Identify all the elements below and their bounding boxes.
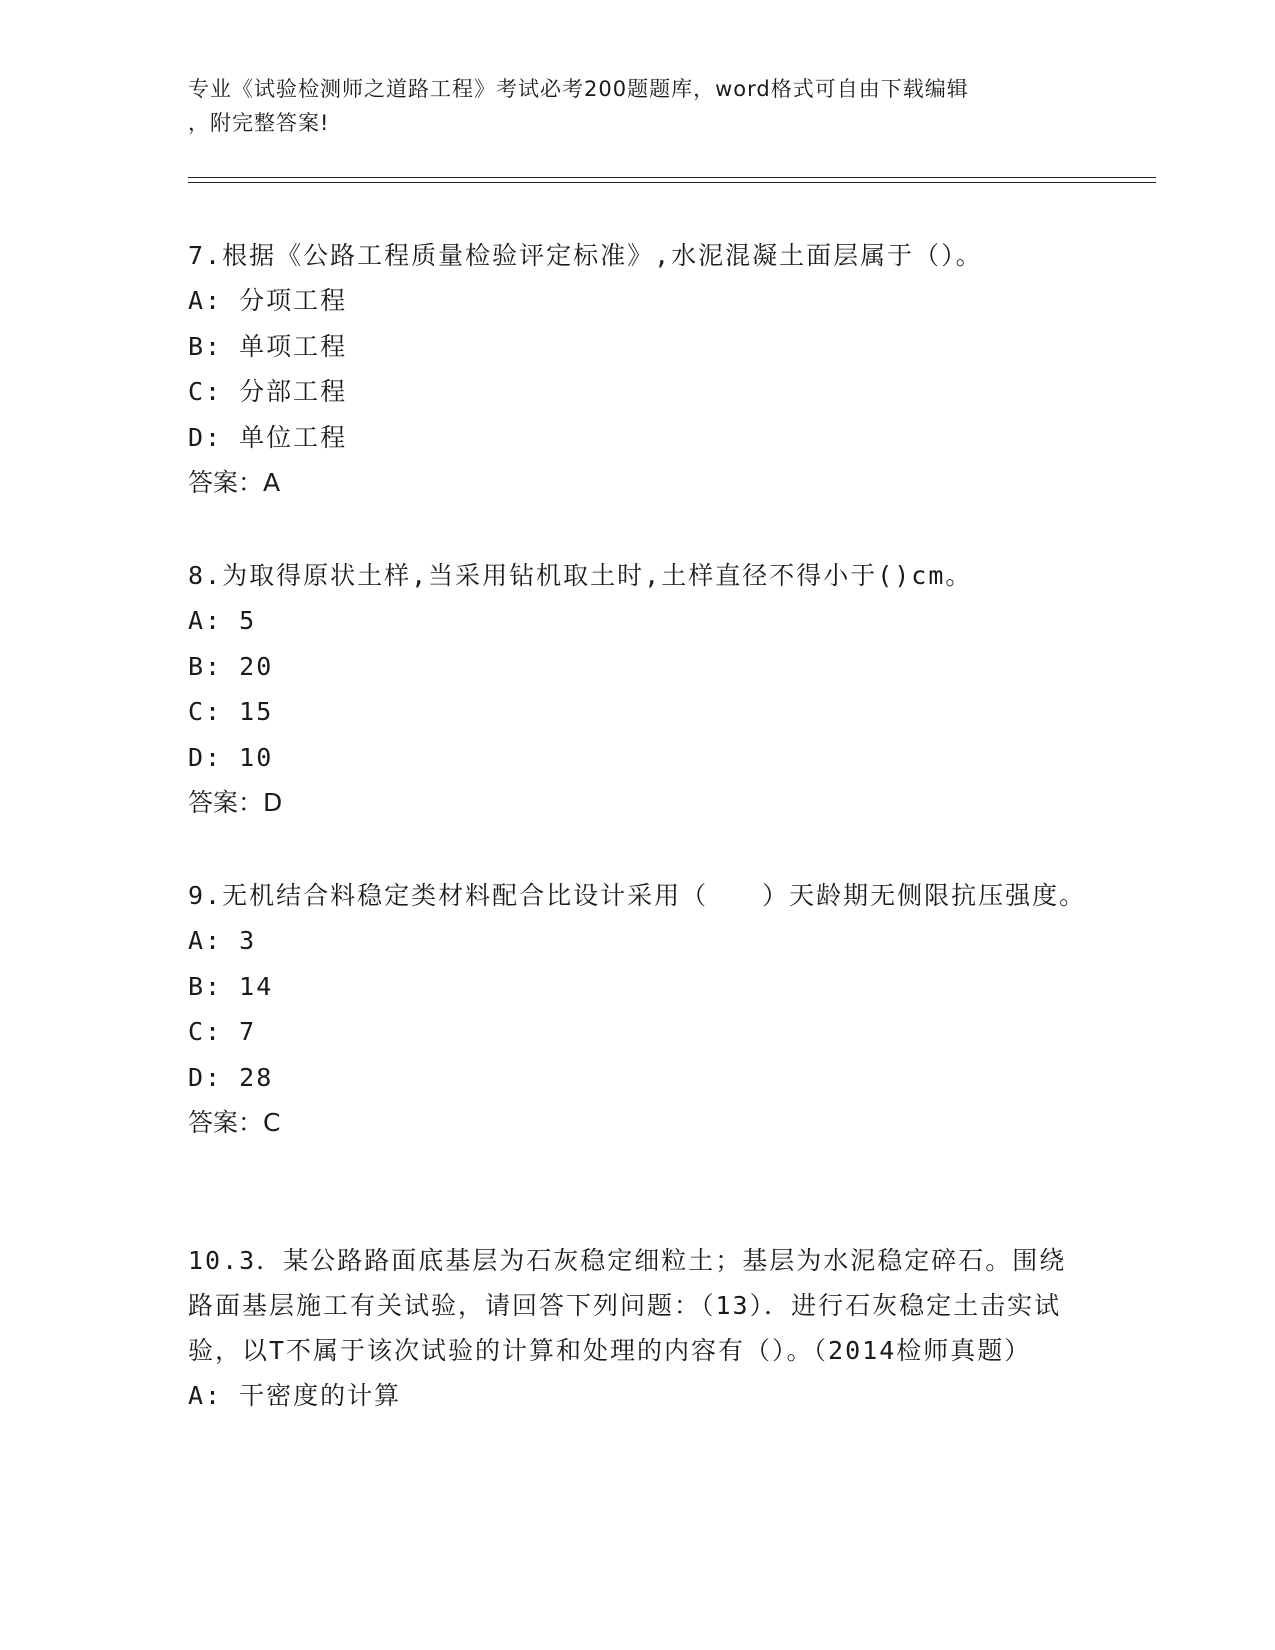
header-line-1: 专业《试验检测师之道路工程》考试必考200题题库，word格式可自由下载编辑 <box>188 77 969 101</box>
question-stem: 10.3．某公路路面底基层为石灰稳定细粒土；基层为水泥稳定碎石。围绕路面基层施工有关试验，请回答下列问题：（13）．进行石灰稳定土击实试验，以T不属于该次试验的计算和处理的内容有（）。（2014检师真题） <box>188 1246 1067 1365</box>
option-a: A: 分项工程 <box>188 286 348 315</box>
question-9 <box>188 873 1088 1145</box>
question-8 <box>188 553 1088 825</box>
option-d: D: 单位工程 <box>188 422 348 452</box>
answer-label: 答案：A <box>188 468 281 497</box>
option-b: B: 20 <box>188 651 274 681</box>
option-c: C: 15 <box>188 697 274 726</box>
question-stem: 8.为取得原状土样,当采用钻机取土时,土样直径不得小于()cm。 <box>188 561 973 590</box>
document-header <box>188 72 1068 140</box>
question-10 <box>188 1238 1088 1419</box>
header-line-2: ，附完整答案! <box>188 111 330 135</box>
header-divider-bottom <box>188 182 1156 183</box>
option-d: D: 10 <box>188 742 274 772</box>
option-b: B: 单项工程 <box>188 331 348 361</box>
question-stem: 7.根据《公路工程质量检验评定标准》,水泥混凝土面层属于（）。 <box>188 241 983 270</box>
answer-label: 答案：D <box>188 788 283 817</box>
option-c: C: 分部工程 <box>188 377 348 406</box>
option-d: D: 28 <box>188 1062 274 1092</box>
option-a: A: 干密度的计算 <box>188 1381 402 1410</box>
question-stem: 9.无机结合料稳定类材料配合比设计采用（ ）天龄期无侧限抗压强度。 <box>188 881 1087 910</box>
option-c: C: 7 <box>188 1017 257 1046</box>
answer-label: 答案：C <box>188 1108 281 1137</box>
option-a: A: 3 <box>188 926 257 955</box>
option-b: B: 14 <box>188 971 274 1001</box>
question-7 <box>188 233 1088 505</box>
header-divider-top <box>188 177 1156 178</box>
option-a: A: 5 <box>188 606 257 635</box>
